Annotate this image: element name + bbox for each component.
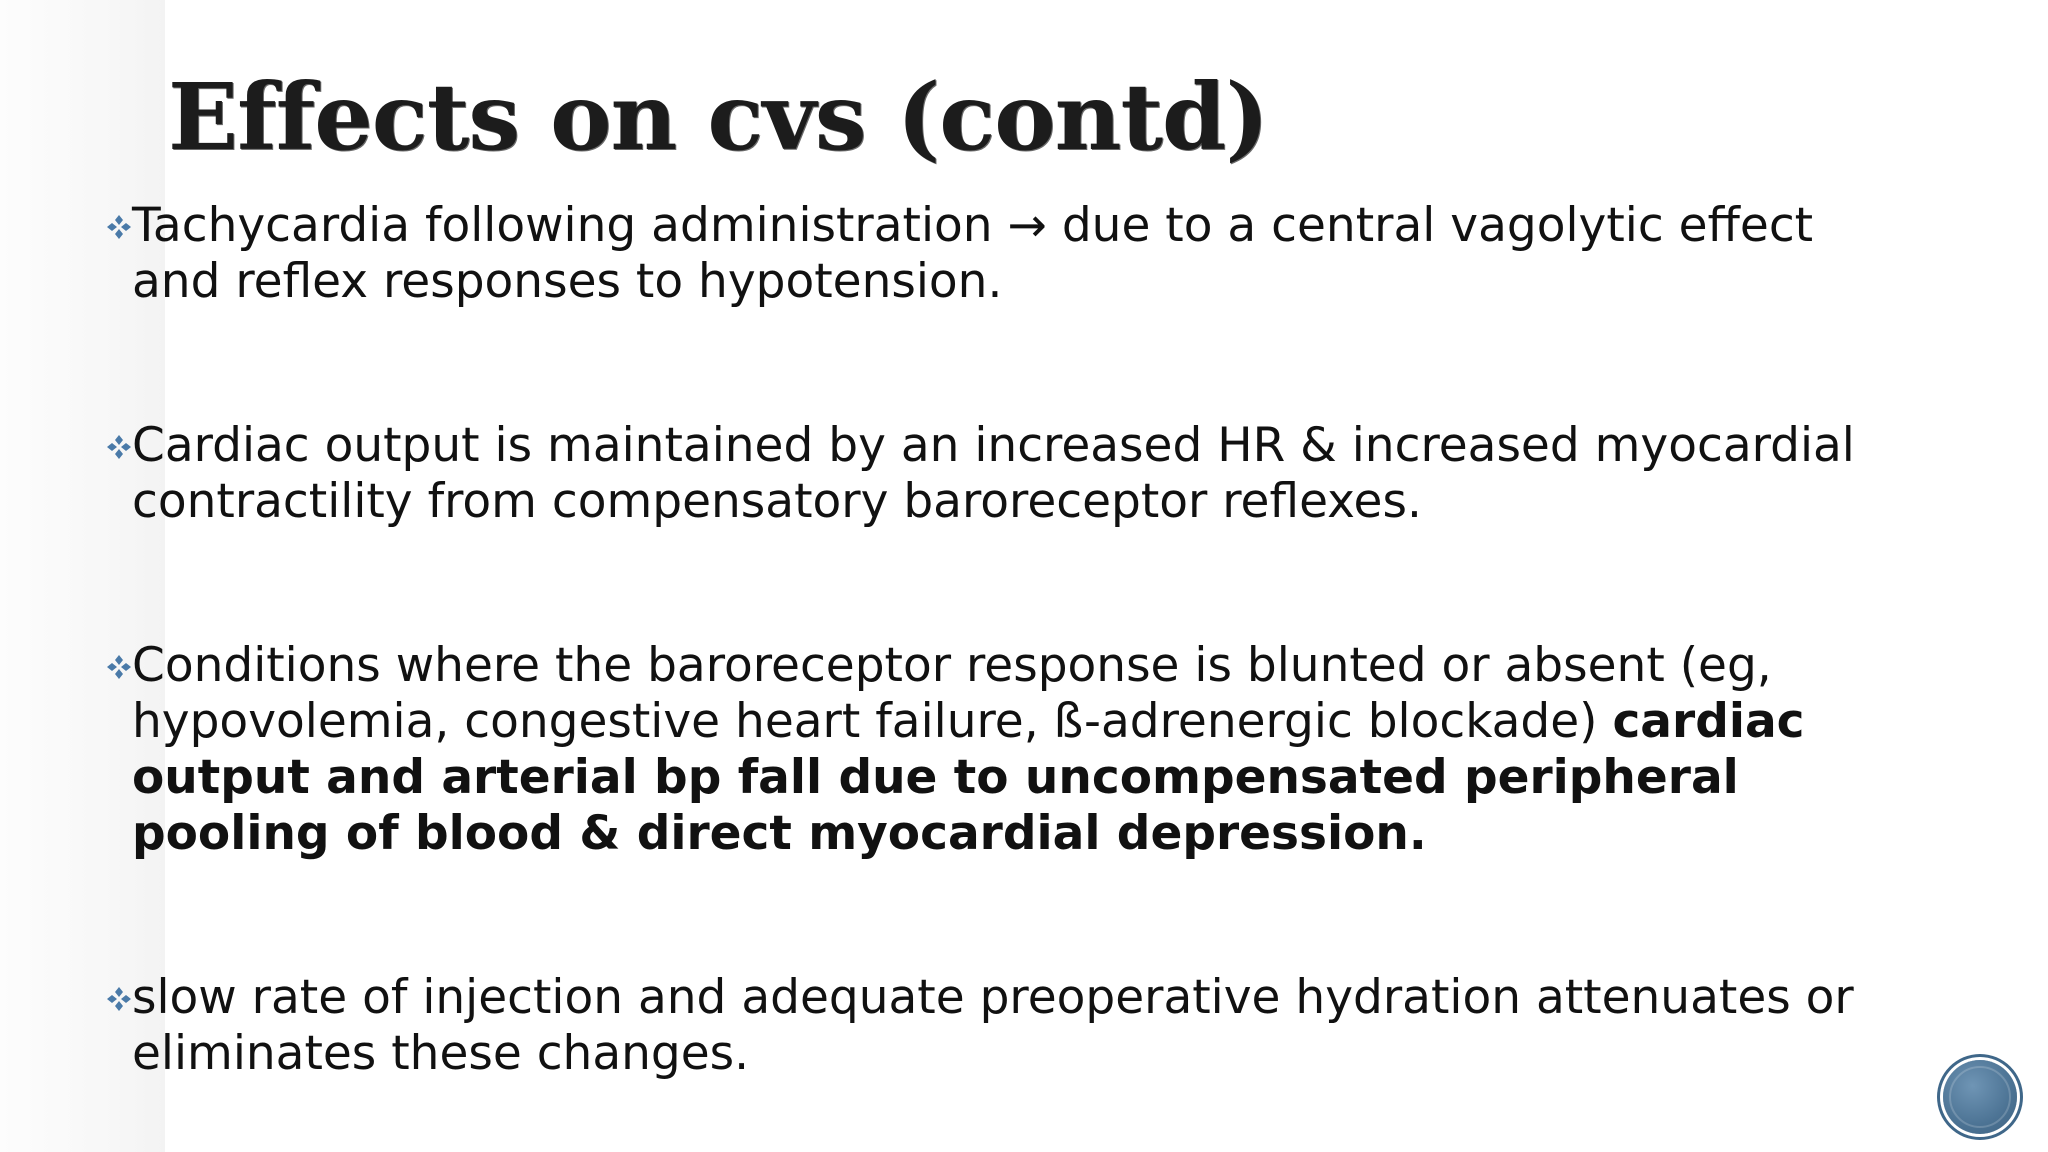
slide-navigation-circle-icon [1943, 1060, 2017, 1134]
bullet-item [102, 638, 1902, 862]
slide-title: Effects on cvs (contd) [168, 63, 1268, 171]
four-diamond-bullet-icon [104, 652, 134, 682]
bullet-bold-text: cardiac output and arterial bp fall due to uncompensated peripheral pooling of blood & direct myocardial depression. [132, 694, 1805, 861]
bullet-text: slow rate of injection and adequate preoperative hydration attenuates or eliminates these changes. [132, 970, 1854, 1081]
bullet-item [102, 970, 1902, 1082]
bullet-text: Conditions where the baroreceptor response is blunted or absent (eg, hypovolemia, congestive heart failure, ß-adrenergic blockade) [132, 638, 1772, 749]
four-diamond-bullet-icon [104, 212, 134, 242]
bullet-item [102, 198, 1902, 310]
bullet-item [102, 418, 1902, 530]
four-diamond-bullet-icon [104, 432, 134, 462]
slide-navigation-button[interactable] [1943, 1060, 2017, 1134]
bullet-text: Cardiac output is maintained by an increased HR & increased myocardial contractility from compensatory baroreceptor reflexes. [132, 418, 1855, 529]
bullet-text: Tachycardia following administration → due to a central vagolytic effect and reflex responses to hypotension. [132, 198, 1814, 309]
four-diamond-bullet-icon [104, 984, 134, 1014]
bullet-list [102, 198, 1902, 1082]
